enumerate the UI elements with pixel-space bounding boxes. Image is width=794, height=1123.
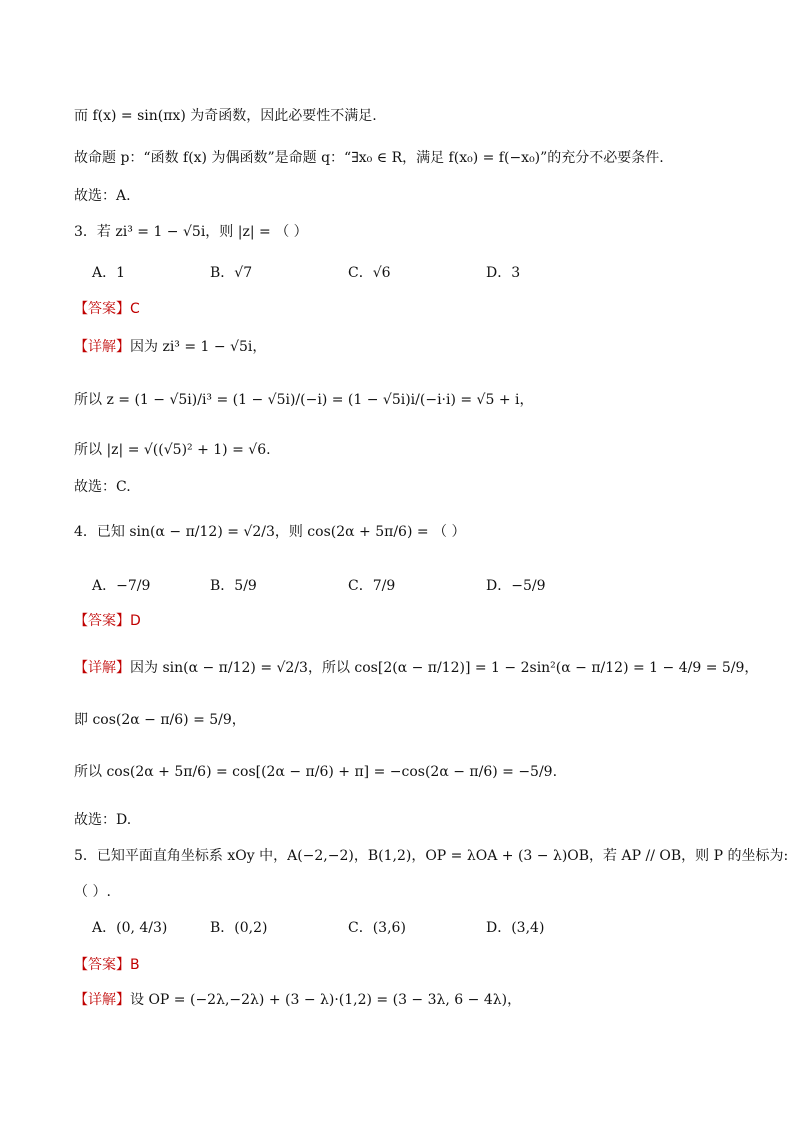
answer-value: B	[130, 957, 140, 973]
text-line: 故选：C.	[74, 479, 131, 495]
detail-line	[74, 337, 266, 357]
option-a: A．−7/9	[92, 578, 151, 594]
answer-tag: 【答案】	[74, 301, 130, 317]
option-b: B．5/9	[210, 578, 257, 594]
option-c: C．7/9	[348, 578, 396, 594]
answer-line	[74, 955, 140, 975]
answer-value: D	[130, 613, 141, 629]
text-line: 故选：D.	[74, 812, 132, 828]
detail-tag: 【详解】	[74, 339, 130, 355]
detail-line	[74, 990, 521, 1010]
detail-line	[74, 658, 758, 678]
detail-tag: 【详解】	[74, 660, 130, 676]
text-line: 所以 cos(2α + 5π/6) = cos[(2α − π/6) + π] = −cos(2α − π/6) = −5/9.	[74, 764, 558, 780]
answer-line	[74, 299, 140, 319]
option-c: C．(3,6)	[348, 920, 406, 936]
text-line: 而 f(x) = sin(πx) 为奇函数，因此必要性不满足.	[74, 108, 377, 124]
option-d: D．(3,4)	[486, 920, 545, 936]
text-line: 即 cos(2α − π/6) = 5/9，	[74, 712, 246, 728]
option-b: B．√7	[210, 265, 253, 281]
detail-tag: 【详解】	[74, 992, 130, 1008]
detail-text: 设 OP = (−2λ,−2λ) + (3 − λ)·(1,2) = (3 − 3λ, 6 − 4λ)，	[130, 992, 522, 1008]
answer-tag: 【答案】	[74, 613, 130, 629]
option-d: D．3	[486, 265, 521, 281]
text-line: 故选：A.	[74, 188, 131, 204]
question-3: 3．若 zi³ = 1 − √5i，则 |z| = （ ）	[74, 224, 308, 240]
option-a: A．1	[92, 265, 126, 281]
question-4: 4．已知 sin(α − π/12) = √2/3，则 cos(2α + 5π/6) = （ ）	[74, 524, 466, 540]
option-d: D．−5/9	[486, 578, 546, 594]
answer-line	[74, 611, 141, 631]
question-5-bracket: （ ）.	[74, 884, 111, 900]
text-line: 所以 z = (1 − √5i)/i³ = (1 − √5i)/(−i) = (1 − √5i)i/(−i·i) = √5 + i，	[74, 392, 534, 408]
option-c: C．√6	[348, 265, 391, 281]
text-line: 故命题 p：“函数 f(x) 为偶函数”是命题 q：“∃x₀ ∈ R，满足 f(x₀) = f(−x₀)”的充分不必要条件.	[74, 150, 664, 166]
option-a: A．(0, 4/3)	[92, 920, 168, 936]
answer-value: C	[130, 301, 140, 317]
text-line: 所以 |z| = √((√5)² + 1) = √6.	[74, 442, 271, 458]
detail-text: 因为 sin(α − π/12) = √2/3，所以 cos[2(α − π/12)] = 1 − 2sin²(α − π/12) = 1 − 4/9 = 5/9，	[130, 660, 759, 676]
answer-tag: 【答案】	[74, 957, 130, 973]
option-b: B．(0,2)	[210, 920, 268, 936]
detail-text: 因为 zi³ = 1 − √5i，	[130, 339, 267, 355]
question-5: 5．已知平面直角坐标系 xOy 中，A(−2,−2)，B(1,2)，OP = λOA + (3 − λ)OB，若 AP // OB，则 P 的坐标为:	[74, 848, 789, 864]
